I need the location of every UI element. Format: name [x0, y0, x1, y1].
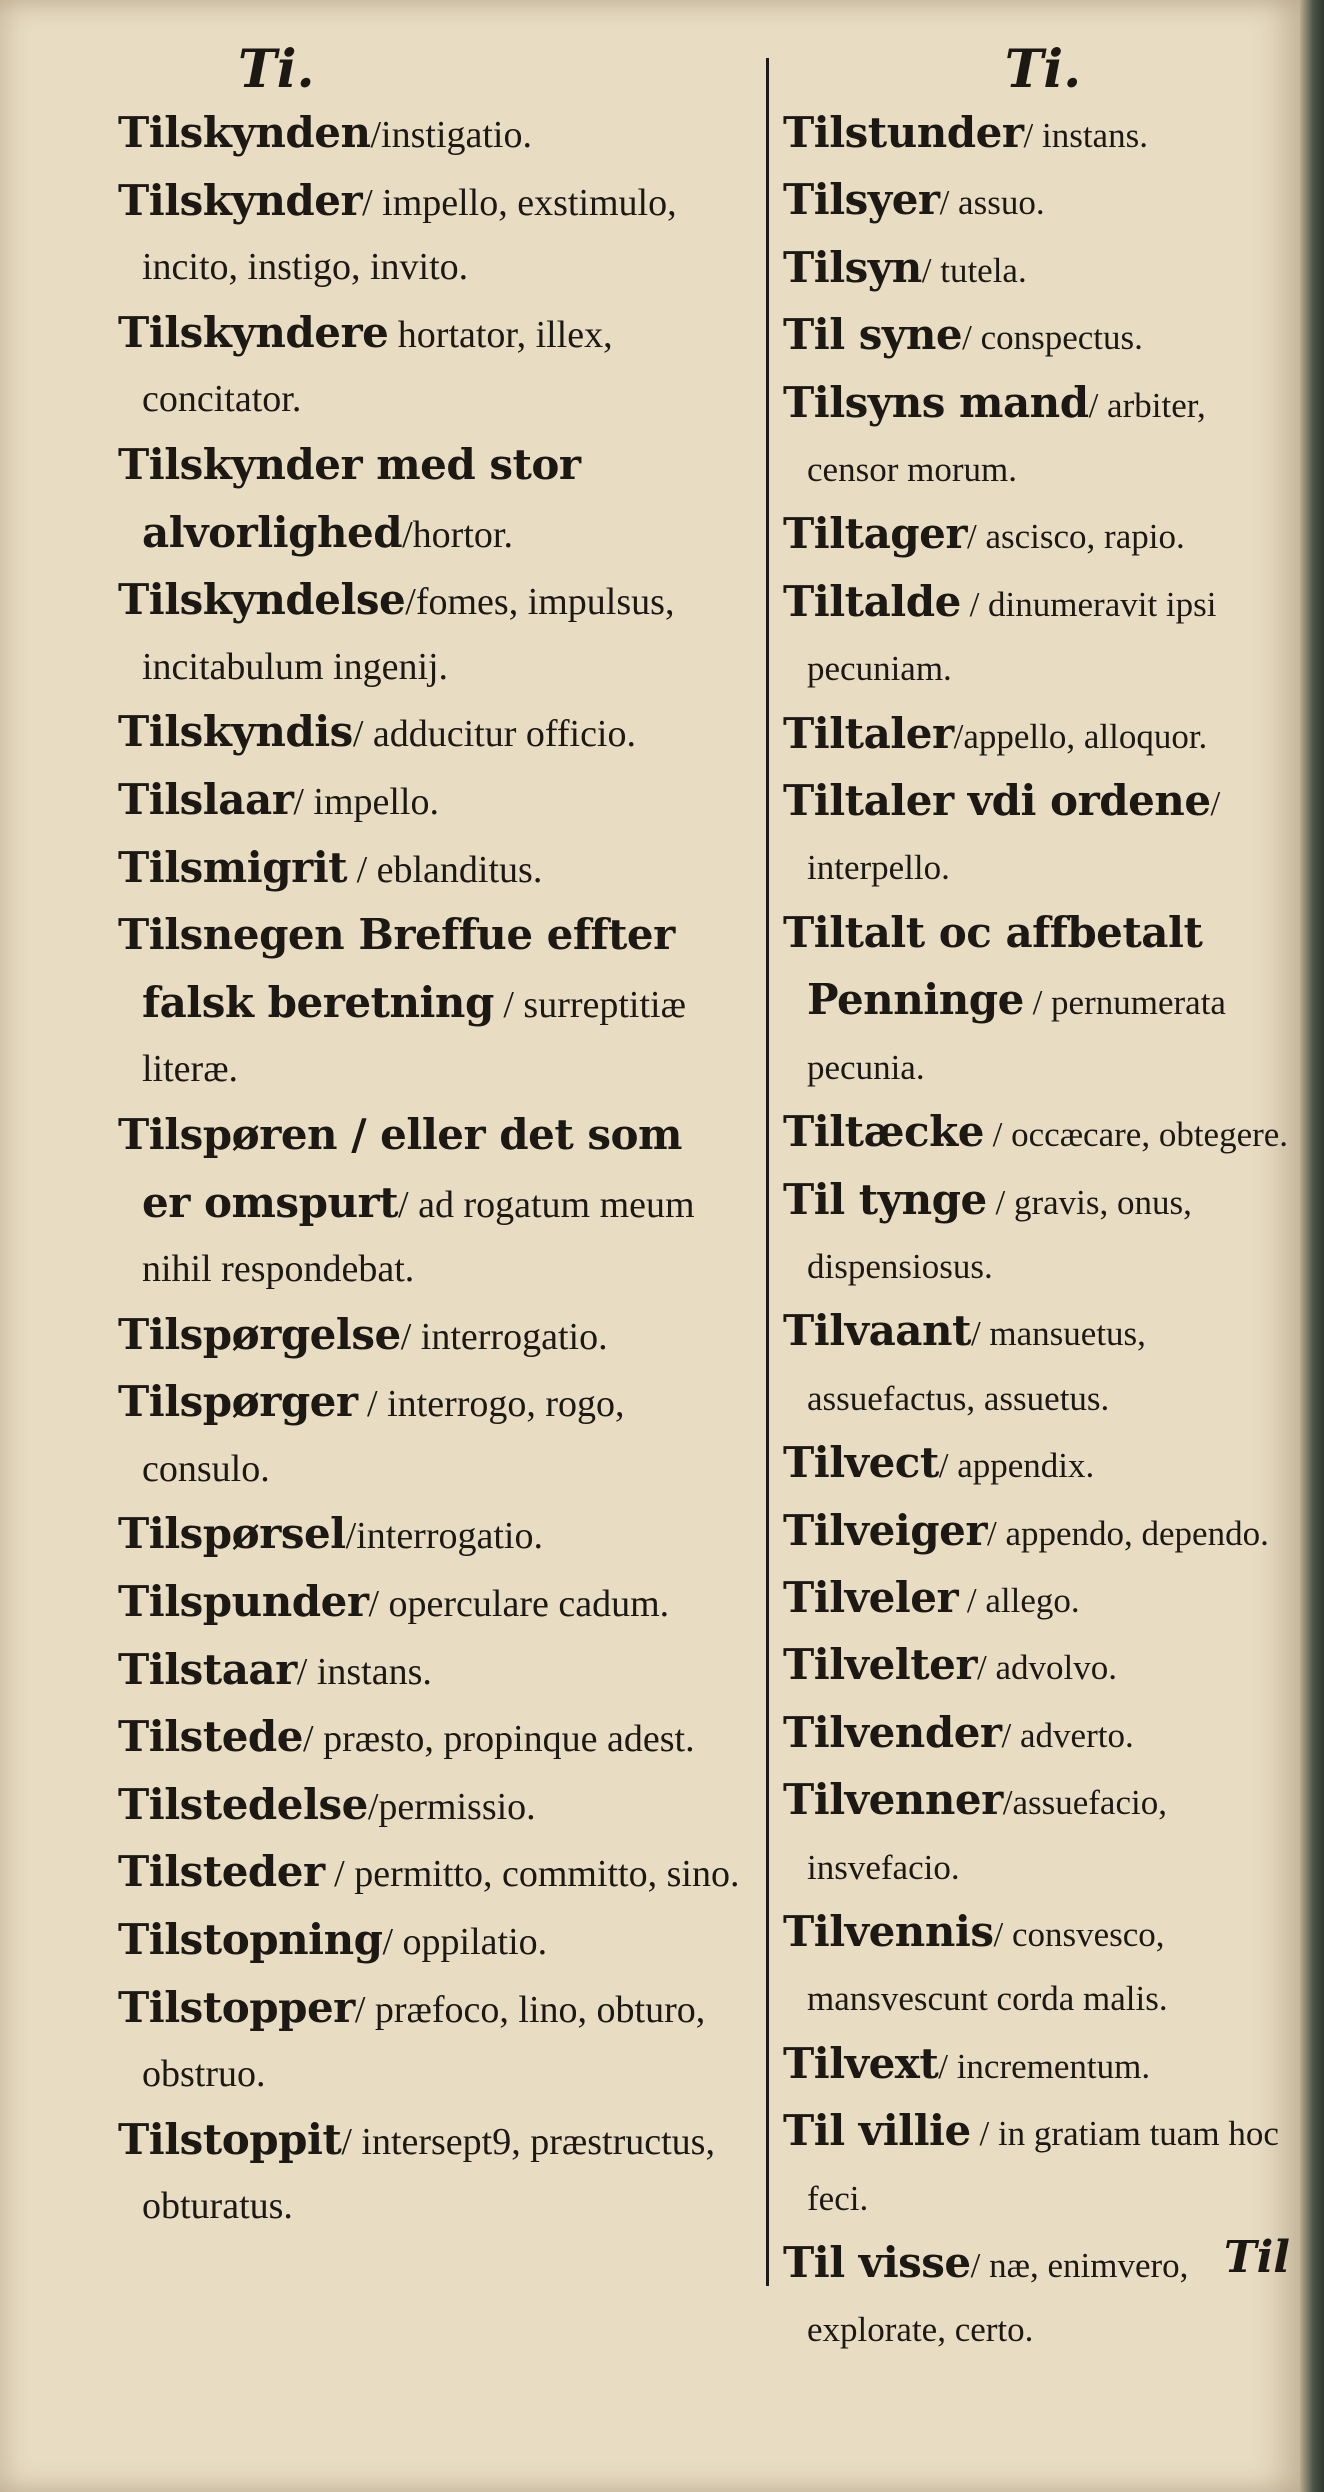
entry-headword: Tilskyndis [118, 707, 353, 757]
entry-headword: Tilvenner [783, 1775, 1003, 1825]
entry-definition: /assuefacio, insvefacio. [807, 1783, 1167, 1887]
entry-definition: / eblanditus. [347, 848, 543, 891]
entry-headword: Tilskyndere [118, 307, 389, 357]
column-divider [766, 58, 769, 2286]
dictionary-entry [783, 1771, 1303, 1903]
entry-definition: / interrogatio. [400, 1315, 608, 1358]
entry-headword: Tiltalde [783, 576, 961, 626]
entry-headword: Tilvaant [783, 1306, 971, 1356]
entry-headword: Til tynge [783, 1174, 987, 1224]
entry-definition: / adverto. [1001, 1715, 1134, 1755]
dictionary-entry [118, 1979, 740, 2111]
left-column-header: Ti. [238, 39, 315, 100]
entry-definition: / intersept9, præstructus, obturatus. [142, 2120, 715, 2228]
dictionary-entry [118, 1505, 740, 1573]
dictionary-entry [783, 306, 1303, 373]
entry-headword: Tilspunder [118, 1577, 369, 1627]
entry-definition: / appendix. [938, 1446, 1095, 1486]
entry-definition: / impello. [293, 780, 439, 823]
entry-headword: Tilsmigrit [118, 842, 348, 892]
entry-definition: / dinumeravit ipsi pecuniam. [807, 584, 1217, 689]
entry-headword: Tilvennis [783, 1906, 994, 1956]
dictionary-entry [118, 571, 740, 703]
dictionary-entry [783, 1302, 1303, 1434]
left-entry-list [118, 104, 740, 2243]
dictionary-entry [783, 1569, 1303, 1636]
dictionary-entry [118, 1573, 740, 1641]
entry-definition: / instans. [296, 1650, 432, 1693]
dictionary-entry [118, 1641, 740, 1709]
entry-headword: Tilspørsel [118, 1509, 346, 1559]
entry-definition: / interpello. [807, 784, 1221, 888]
entry-headword: Tiltager [783, 509, 967, 559]
dictionary-entry [783, 904, 1303, 1103]
entry-definition: / interrogo, rogo, consulo. [142, 1383, 625, 1490]
entry-headword: Tiltaler vdi ordene [783, 776, 1211, 826]
entry-headword: Tilsyn [783, 242, 922, 292]
entry-headword: Tilskyndelse [118, 575, 406, 625]
entry-definition: / pernumerata pecunia. [807, 983, 1226, 1087]
entry-definition: / oppilatio. [382, 1921, 548, 1964]
right-column [783, 40, 1303, 2366]
entry-headword: Tiltæcke [783, 1107, 984, 1157]
dictionary-entry [783, 573, 1303, 705]
entry-headword: Tilspørger [118, 1377, 358, 1427]
entry-definition: / ascisco, rapio. [967, 517, 1185, 557]
dictionary-entry [118, 839, 740, 907]
dictionary-entry [783, 1704, 1303, 1771]
entry-headword: Tilskynder [118, 175, 363, 225]
entry-headword: Tilstedelse [118, 1779, 368, 1829]
entry-definition: / conspectus. [962, 318, 1143, 358]
entry-definition: hortator, illex, concitator. [142, 313, 613, 421]
entry-definition: / gravis, onus, dispensiosus. [807, 1182, 1192, 1286]
dictionary-entry [783, 104, 1303, 171]
entry-headword: Tilstaar [118, 1644, 297, 1694]
dictionary-entry [118, 1843, 740, 1911]
dictionary-entry [783, 772, 1303, 904]
dictionary-entry [118, 1708, 740, 1776]
entry-definition: / surreptitiæ literæ. [142, 983, 686, 1091]
dictionary-entry [783, 1434, 1303, 1501]
left-column [118, 40, 740, 2243]
entry-headword: Tilskynden [118, 108, 371, 157]
entry-headword: Til visse [783, 2238, 971, 2287]
dictionary-entry [783, 1502, 1303, 1569]
entry-definition: /appello, alloquor. [953, 716, 1208, 756]
entry-definition: /permissio. [367, 1785, 536, 1828]
entry-definition: / in gratiam tuam hoc feci. [807, 2114, 1279, 2218]
entry-definition: /instigatio. [370, 114, 532, 156]
entry-definition: / assuo. [939, 183, 1045, 223]
entry-definition: / appendo, dependo. [986, 1513, 1269, 1553]
dictionary-entry [118, 304, 740, 436]
entry-headword: Tilspørgelse [118, 1309, 401, 1359]
entry-definition: / præfoco, lino, obturo, obstruo. [142, 1988, 706, 2096]
dictionary-entry [118, 771, 740, 839]
dictionary-entry [118, 1106, 740, 1306]
entry-definition: / præsto, propinque adest. [303, 1718, 695, 1761]
dictionary-entry [118, 906, 740, 1106]
dictionary-entry [118, 1776, 740, 1844]
dictionary-entry [783, 239, 1303, 306]
entry-headword: Tilstede [118, 1712, 304, 1762]
entry-definition: / advolvo. [977, 1648, 1117, 1688]
entry-definition: /interrogatio. [345, 1515, 543, 1558]
dictionary-entry [118, 1306, 740, 1374]
entry-headword: Tilstopper [118, 1982, 355, 2032]
entry-headword: Tilvect [783, 1438, 939, 1488]
entry-definition: / consvesco, mansvescunt corda malis. [807, 1914, 1168, 2019]
entry-definition: / instans. [1023, 116, 1148, 155]
entry-headword: Tilslaar [118, 774, 294, 824]
entry-definition: / mansuetus, assuefactus, assuetus. [807, 1314, 1146, 1418]
dictionary-entry [118, 2111, 740, 2243]
entry-headword: Tilstoppit [118, 2114, 342, 2164]
dictionary-entry [118, 172, 740, 304]
entry-definition: /hortor. [402, 513, 513, 556]
dictionary-entry [118, 436, 740, 571]
dictionary-entry [118, 703, 740, 771]
entry-headword: Til syne [783, 310, 963, 360]
dictionary-entry [118, 1911, 740, 1979]
entry-definition: / operculare cadum. [368, 1583, 670, 1626]
entry-definition: / adducitur officio. [352, 713, 636, 756]
entry-headword: Tiltaler [783, 708, 954, 758]
page-edge [1300, 0, 1324, 2492]
dictionary-entry [783, 1171, 1303, 1303]
entry-definition: /fomes, impulsus, incitabulum ingenij. [142, 581, 675, 688]
entry-headword: Tilspøren / eller det som er omspurt [118, 1109, 682, 1227]
dictionary-entry [783, 171, 1303, 238]
dictionary-entry [783, 2102, 1303, 2234]
entry-headword: Tilstopning [118, 1915, 383, 1965]
entry-headword: Tilvelter [783, 1640, 977, 1690]
entry-headword: Tilstunder [783, 108, 1024, 157]
entry-definition: / incrementum. [938, 2046, 1151, 2086]
entry-headword: Tilveler [783, 1572, 959, 1622]
dictionary-entry [783, 705, 1303, 772]
entry-headword: Tilsyer [783, 175, 940, 225]
entry-definition: / allego. [958, 1580, 1080, 1620]
dictionary-entry [783, 1636, 1303, 1703]
entry-headword: Tilvext [783, 2038, 939, 2088]
dictionary-entry [783, 1103, 1303, 1170]
entry-headword: Tilsnegen Breffue effter falsk beretning [118, 910, 675, 1027]
entry-headword: Tilvender [783, 1707, 1002, 1757]
right-column-header: Ti. [1004, 39, 1082, 100]
entry-headword: Tilsteder [118, 1847, 325, 1897]
entry-definition: / impello, exstimulo, incito, instigo, invito. [142, 181, 677, 289]
dictionary-entry [118, 1373, 740, 1505]
dictionary-entry [783, 1903, 1303, 2035]
entry-definition: / permitto, committo, sino. [324, 1853, 740, 1896]
entry-definition: / arbiter, censor morum. [807, 385, 1206, 490]
entry-definition: / tutela. [921, 250, 1027, 290]
entry-headword: Tilsyns mand [783, 377, 1089, 427]
entry-headword: Tilskynder med stor alvorlighed [118, 439, 581, 557]
catchword: Til [1223, 2232, 1290, 2283]
dictionary-entry [783, 374, 1303, 506]
entry-definition: / næ, enimvero, explorate, certo. [807, 2246, 1189, 2350]
entry-headword: Tilveiger [783, 1505, 987, 1555]
entry-definition: / occæcare, obtegere. [983, 1115, 1289, 1155]
dictionary-entry [783, 505, 1303, 572]
dictionary-entry [118, 104, 740, 172]
entry-headword: Tiltalt oc affbetalt Penninge [783, 907, 1203, 1025]
dictionary-entry [783, 2035, 1303, 2102]
right-entry-list [783, 104, 1303, 2366]
entry-headword: Til villie [783, 2106, 971, 2156]
entry-definition: / ad rogatum meum nihil respondebat. [142, 1183, 695, 1291]
